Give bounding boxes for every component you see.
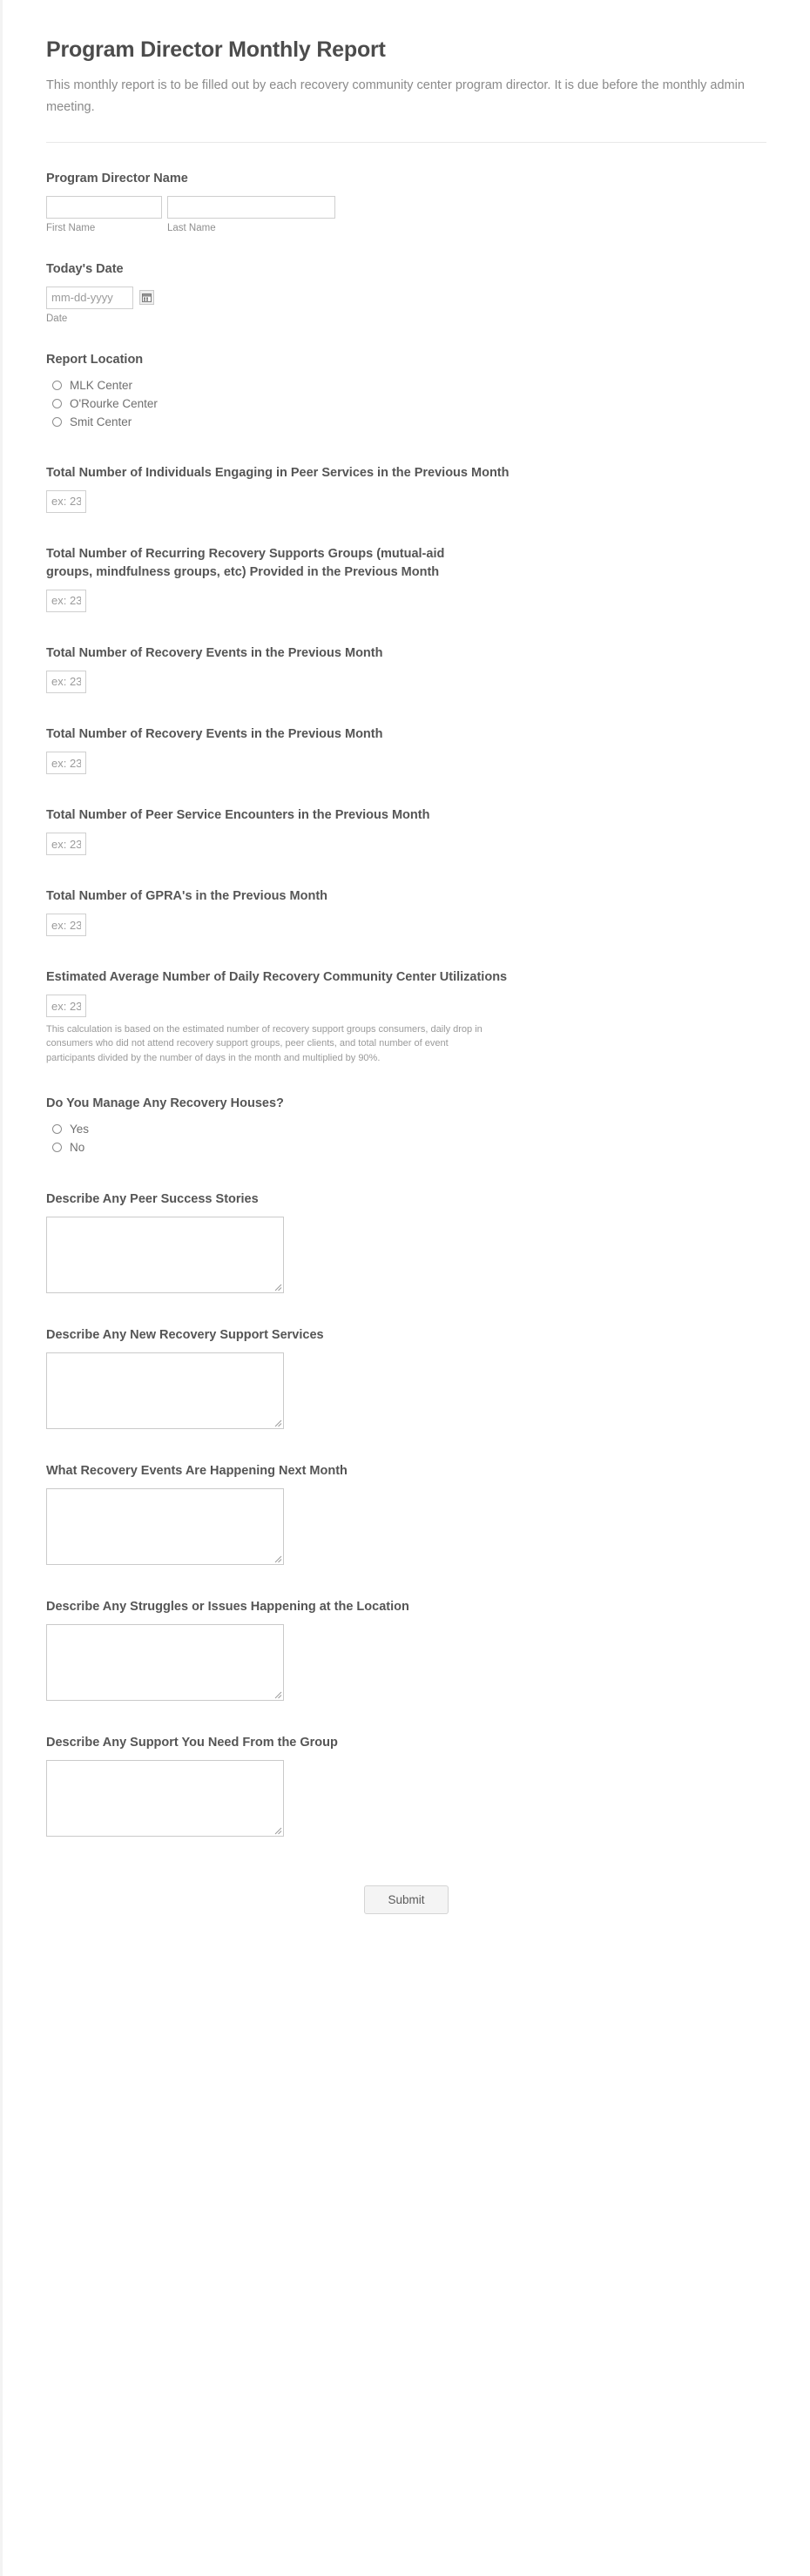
field-recovery-events-next-month [46,1429,766,1565]
field-label: Total Number of Peer Service Encounters in the Previous Month [46,808,430,822]
field-peer-service-encounters [46,774,766,855]
last-name-input[interactable] [167,196,335,219]
radio-option-smit-center[interactable] [46,414,766,430]
radio-circle-icon[interactable] [52,399,62,408]
textarea-peer-success-stories[interactable] [46,1217,284,1293]
field-label: Describe Any Struggles or Issues Happening at the Location [46,1599,409,1614]
number-input[interactable] [46,914,86,936]
radio-option-no[interactable] [46,1139,766,1156]
field-label: Do You Manage Any Recovery Houses? [46,1096,284,1110]
recovery-houses-radio-group [46,1121,766,1156]
resize-grip-icon[interactable] [273,1690,282,1699]
radio-option-mlk-center[interactable] [46,377,766,394]
number-input[interactable] [46,671,86,693]
field-label: Program Director Name [46,171,188,185]
number-input[interactable] [46,590,86,612]
page-title: Program Director Monthly Report [46,37,386,62]
textarea-struggles-or-issues[interactable] [46,1624,284,1701]
field-recovery-events-1 [46,612,766,693]
form-header [46,37,766,143]
radio-circle-icon[interactable] [52,1124,62,1134]
field-label: Total Number of Recurring Recovery Supports Groups (mutual-aid groups, mindfulness groups, etc) Provided in the Previous Month [46,546,445,579]
field-label: What Recovery Events Are Happening Next Month [46,1463,348,1478]
last-name-group [167,196,335,233]
submit-row [46,1837,766,1914]
date-sublabel: Date [46,313,68,324]
first-name-input[interactable] [46,196,162,219]
calendar-icon[interactable] [139,290,154,305]
field-gpras [46,855,766,936]
textarea-support-needed-from-group[interactable] [46,1760,284,1837]
field-estimated-daily-utilizations [46,936,766,1065]
field-recurring-support-groups [46,513,766,612]
radio-circle-icon[interactable] [52,381,62,390]
radio-label: Smit Center [70,415,132,428]
field-helper-text: This calculation is based on the estimated number of recovery support groups consumers, daily drop in consumers who did not attend recovery support groups, peer clients, and total number of event participants divided by the number of days in the month and multiplied by 90%. [46,1024,483,1063]
number-input[interactable] [46,833,86,855]
resize-grip-icon[interactable] [273,1554,282,1563]
field-individuals-peer-services [46,432,766,513]
field-label: Describe Any New Recovery Support Services [46,1327,324,1342]
field-label: Report Location [46,352,144,367]
submit-button[interactable]: Submit [364,1885,448,1914]
form-description: This monthly report is to be filled out by each recovery community center program director. It is due before the monthly admin meeting. [46,78,745,114]
radio-label: No [70,1140,85,1154]
resize-grip-icon[interactable] [273,1283,282,1291]
form-card [3,0,810,2576]
field-new-recovery-support-services [46,1293,766,1429]
field-report-location [46,324,766,430]
radio-circle-icon[interactable] [52,1143,62,1152]
name-row [46,196,766,233]
field-label: Describe Any Support You Need From the Group [46,1735,338,1750]
field-struggles-or-issues [46,1565,766,1701]
field-label: Total Number of Individuals Engaging in Peer Services in the Previous Month [46,465,510,480]
number-input[interactable] [46,490,86,513]
field-peer-success-stories [46,1157,766,1293]
radio-option-yes[interactable] [46,1121,766,1137]
field-label: Total Number of Recovery Events in the Previous Month [46,645,383,660]
number-input[interactable] [46,995,86,1017]
last-name-sublabel: Last Name [167,222,216,233]
field-recovery-events-2 [46,693,766,774]
textarea-new-recovery-support-services[interactable] [46,1352,284,1429]
radio-label: Yes [70,1122,90,1136]
date-row [46,287,766,309]
field-label: Describe Any Peer Success Stories [46,1191,259,1206]
number-input[interactable] [46,752,86,774]
resize-grip-icon[interactable] [273,1419,282,1427]
radio-option-orourke-center[interactable] [46,395,766,412]
field-recovery-houses [46,1065,766,1156]
radio-label: MLK Center [70,378,133,392]
radio-label: O'Rourke Center [70,396,158,410]
field-support-needed-from-group [46,1701,766,1837]
textarea-recovery-events-next-month[interactable] [46,1488,284,1565]
first-name-group [46,196,162,233]
field-label: Total Number of GPRA's in the Previous Month [46,889,328,904]
field-todays-date [46,233,766,324]
field-program-director-name [46,143,766,233]
date-input[interactable] [46,287,133,309]
location-radio-group [46,377,766,430]
first-name-sublabel: First Name [46,222,96,233]
field-label: Total Number of Recovery Events in the Previous Month [46,726,383,741]
resize-grip-icon[interactable] [273,1826,282,1835]
radio-circle-icon[interactable] [52,417,62,427]
field-label: Estimated Average Number of Daily Recovery Community Center Utilizations [46,970,508,985]
field-label: Today's Date [46,261,124,276]
